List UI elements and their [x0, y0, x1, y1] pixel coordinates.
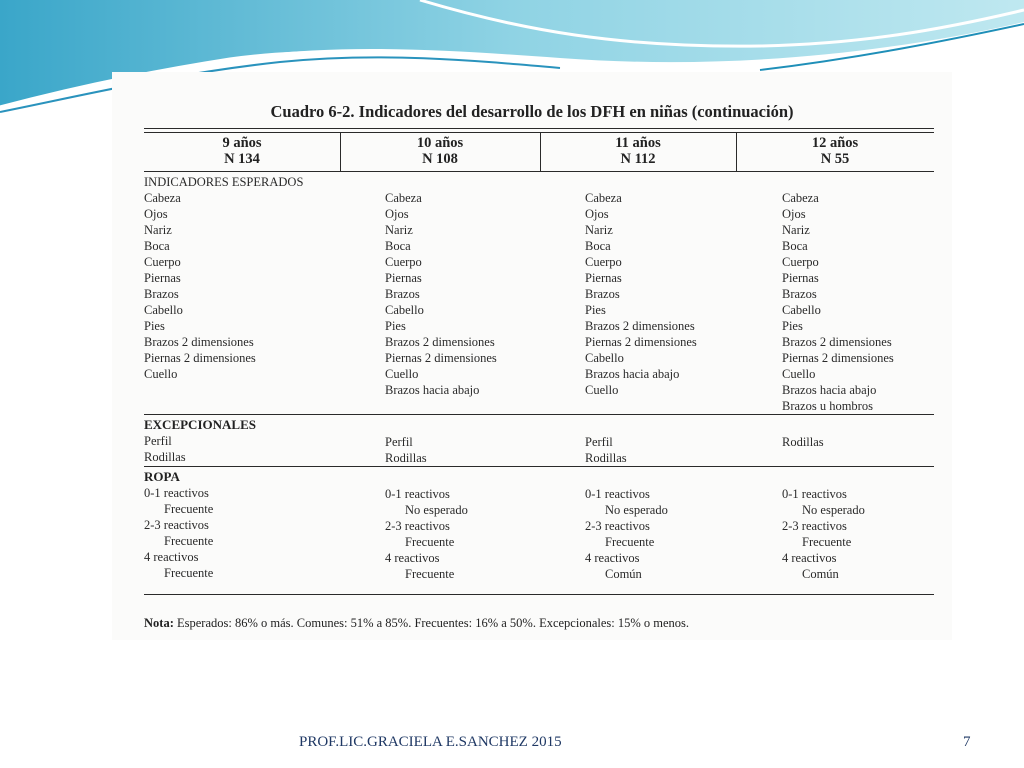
esp-item: Nariz — [385, 223, 413, 237]
esp-item: Piernas 2 dimensiones — [782, 351, 894, 365]
ropa-item: 4 reactivos — [385, 551, 440, 565]
esperados-column-12 — [782, 190, 894, 414]
esp-item: Cuerpo — [144, 255, 181, 269]
exc-item: Perfil — [144, 434, 172, 448]
esp-item: Boca — [144, 239, 170, 253]
esp-item: Cuello — [144, 367, 178, 381]
table-title: Cuadro 6-2. Indicadores del desarrollo de los DFH en niñas (continuación) — [270, 102, 794, 121]
exc-item: Perfil — [385, 435, 413, 449]
esp-item: Cabeza — [782, 191, 819, 205]
exc-item: Perfil — [585, 435, 613, 449]
esp-item: Cabeza — [144, 191, 181, 205]
esp-item: Brazos 2 dimensiones — [585, 319, 695, 333]
esp-item: Pies — [144, 319, 165, 333]
ropa-item: Frecuente — [164, 534, 214, 548]
esp-item: Cabeza — [585, 191, 622, 205]
ropa-item: 4 reactivos — [585, 551, 640, 565]
excepcionales-column-10 — [385, 434, 427, 466]
table-bottom-rule — [144, 594, 934, 595]
esp-item: Nariz — [585, 223, 613, 237]
column-header-10: 10 años N 108 — [416, 135, 464, 167]
esp-item: Cuerpo — [782, 255, 819, 269]
slide-number: 7 — [963, 734, 971, 750]
ropa-item: 4 reactivos — [144, 550, 199, 564]
ropa-item: 0-1 reactivos — [385, 487, 450, 501]
exc-item: Rodillas — [585, 451, 627, 465]
esp-item: Nariz — [782, 223, 810, 237]
esp-item: Nariz — [144, 223, 172, 237]
esp-item: Brazos hacia abajo — [385, 383, 480, 397]
ropa-column-11 — [585, 486, 668, 582]
excepcionales-column-12 — [782, 434, 824, 450]
esp-item: Cabello — [385, 303, 424, 317]
esp-item: Cuello — [782, 367, 816, 381]
scanned-table-image — [112, 72, 952, 640]
esp-item: Brazos — [585, 287, 620, 301]
esp-item: Piernas — [782, 271, 819, 285]
ropa-item: Frecuente — [405, 567, 455, 581]
excepcionales-column-11 — [585, 434, 627, 466]
esp-item: Ojos — [782, 207, 806, 221]
exc-item: Rodillas — [782, 435, 824, 449]
esp-item: Brazos — [144, 287, 179, 301]
esp-item: Piernas 2 dimensiones — [144, 351, 256, 365]
ropa-column-9 — [144, 485, 213, 581]
esperados-column-11 — [585, 190, 697, 398]
esp-item: Cabello — [782, 303, 821, 317]
esp-item: Piernas — [585, 271, 622, 285]
ropa-item: 2-3 reactivos — [782, 519, 847, 533]
esp-item: Cuello — [585, 383, 619, 397]
esp-item: Brazos — [782, 287, 817, 301]
excepcionales-column-9 — [144, 433, 186, 465]
esp-item: Cuello — [385, 367, 419, 381]
ropa-item: No esperado — [802, 503, 865, 517]
header-bottom-rule — [144, 171, 934, 172]
esp-item: Cabello — [585, 351, 624, 365]
section-label-esperados: INDICADORES ESPERADOS — [144, 175, 304, 189]
note-text: Esperados: 86% o más. Comunes: 51% a 85%. Frecuentes: 16% a 50%. Excepcionales: 15% o menos. — [173, 616, 690, 630]
esp-item: Brazos hacia abajo — [585, 367, 680, 381]
ropa-item: No esperado — [605, 503, 668, 517]
esp-item: Brazos u hombros — [782, 399, 873, 413]
top-rule-double — [144, 132, 934, 133]
esp-item: Pies — [782, 319, 803, 333]
esperados-column-10 — [385, 190, 497, 398]
column-header-12: 12 años N 55 — [811, 135, 859, 167]
esp-item: Pies — [585, 303, 606, 317]
ropa-item: 0-1 reactivos — [782, 487, 847, 501]
esp-item: Ojos — [144, 207, 168, 221]
column-header-11: 11 años N 112 — [615, 135, 661, 167]
esp-item: Brazos 2 dimensiones — [782, 335, 892, 349]
ropa-item: Común — [802, 567, 839, 581]
ropa-item: Frecuente — [405, 535, 455, 549]
esp-item: Cabeza — [385, 191, 422, 205]
ropa-item: 2-3 reactivos — [385, 519, 450, 533]
esperados-bottom-rule — [144, 414, 934, 415]
ropa-item: Frecuente — [605, 535, 655, 549]
ropa-column-12 — [782, 486, 865, 582]
esp-item: Boca — [782, 239, 808, 253]
esp-item: Cuerpo — [385, 255, 422, 269]
esp-item: Piernas — [385, 271, 422, 285]
ropa-item: No esperado — [405, 503, 468, 517]
exc-item: Rodillas — [385, 451, 427, 465]
section-label-excepcionales: EXCEPCIONALES — [144, 417, 256, 432]
exc-item: Rodillas — [144, 450, 186, 464]
esp-item: Boca — [385, 239, 411, 253]
esp-item: Piernas 2 dimensiones — [385, 351, 497, 365]
esp-item: Piernas 2 dimensiones — [585, 335, 697, 349]
esp-item: Cabello — [144, 303, 183, 317]
section-label-ropa: ROPA — [144, 469, 180, 484]
ropa-item: Frecuente — [164, 502, 214, 516]
esp-item: Brazos — [385, 287, 420, 301]
note-label: Nota: — [144, 616, 174, 630]
esp-item: Brazos hacia abajo — [782, 383, 877, 397]
excepcionales-bottom-rule — [144, 466, 934, 467]
footer-author: PROF.LIC.GRACIELA E.SANCHEZ 2015 — [299, 734, 562, 750]
esp-item: Brazos 2 dimensiones — [144, 335, 254, 349]
esp-item: Pies — [385, 319, 406, 333]
esp-item: Ojos — [585, 207, 609, 221]
esp-item: Ojos — [385, 207, 409, 221]
ropa-item: 4 reactivos — [782, 551, 837, 565]
ropa-item: 2-3 reactivos — [585, 519, 650, 533]
column-header-9: 9 años N 134 — [222, 135, 262, 167]
table-note — [144, 616, 689, 631]
esperados-column-9 — [144, 190, 256, 382]
top-rule — [144, 128, 934, 129]
ropa-column-10 — [385, 486, 468, 582]
esp-item: Boca — [585, 239, 611, 253]
esp-item: Piernas — [144, 271, 181, 285]
esp-item: Cuerpo — [585, 255, 622, 269]
ropa-item: 2-3 reactivos — [144, 518, 209, 532]
ropa-item: 0-1 reactivos — [144, 486, 209, 500]
esp-item: Brazos 2 dimensiones — [385, 335, 495, 349]
ropa-item: 0-1 reactivos — [585, 487, 650, 501]
ropa-item: Frecuente — [164, 566, 214, 580]
ropa-item: Frecuente — [802, 535, 852, 549]
ropa-item: Común — [605, 567, 642, 581]
